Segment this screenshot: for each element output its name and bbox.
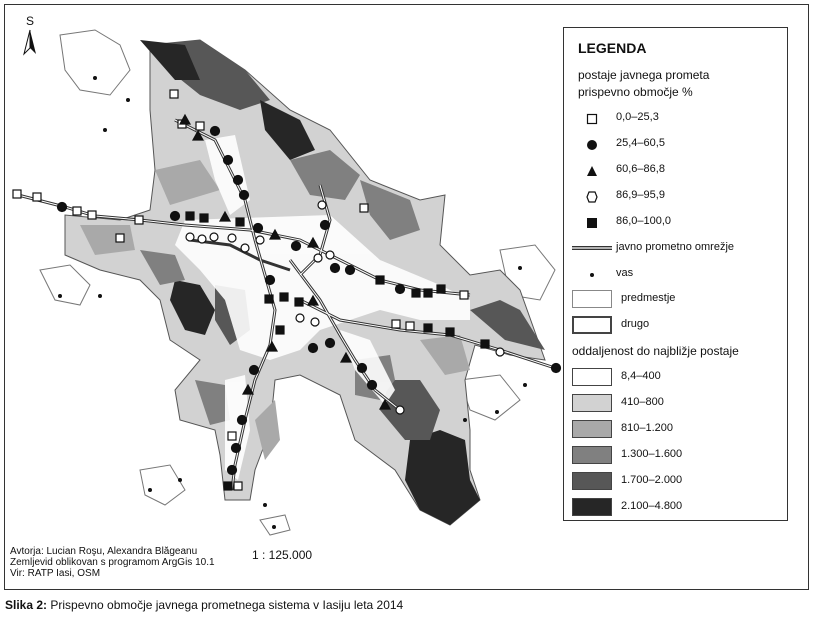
legend-item-filled-triangle	[564, 160, 788, 182]
distance-label: 2.100–4.800	[621, 500, 683, 512]
legend-item-open-hexagon	[564, 186, 788, 208]
credits-source: Vir: RATP Iasi, OSM	[10, 568, 101, 579]
legend-item-village	[564, 264, 788, 286]
distance-label: 810–1.200	[621, 422, 673, 434]
legend	[563, 27, 788, 521]
station-open-square	[33, 193, 41, 201]
station-circle	[309, 344, 318, 353]
station-open-square	[116, 234, 124, 242]
station-hexagon	[311, 318, 319, 326]
station-hexagon	[326, 251, 334, 259]
station-hexagon	[210, 233, 218, 241]
station-hexagon	[296, 314, 304, 322]
distance-label: 1.700–2.000	[621, 474, 683, 486]
station-hexagon	[198, 235, 206, 243]
station-open-square	[73, 207, 81, 215]
filled-square-icon	[586, 217, 598, 229]
open-hexagon-icon	[586, 191, 598, 203]
station-open-square	[392, 320, 400, 328]
north-label: S	[25, 14, 34, 28]
station-circle	[396, 285, 405, 294]
open-square-icon	[586, 113, 598, 125]
station-circle	[228, 466, 237, 475]
north-arrow-icon	[20, 28, 40, 56]
station-filled-square	[224, 482, 232, 490]
legend-item-filled-square	[564, 212, 788, 234]
caption-text: Prispevno območje javnega prometnega sistema v Iasiju leta 2014	[47, 598, 404, 612]
network-line-icon	[572, 242, 612, 254]
station-open-square	[228, 432, 236, 440]
legend-label: 25,4–60,5	[616, 137, 665, 149]
station-circle	[292, 242, 301, 251]
station-filled-square	[437, 285, 445, 293]
distance-label: 410–800	[621, 396, 664, 408]
village-dot-icon	[586, 269, 598, 281]
station-hexagon	[396, 406, 404, 414]
station-filled-square	[446, 328, 454, 336]
map-scale: 1 : 125.000	[252, 548, 313, 562]
other-swatch	[572, 316, 612, 334]
station-circle	[232, 444, 241, 453]
station-filled-square	[376, 276, 384, 284]
north-arrow	[20, 14, 40, 61]
legend-label: 86,0–100,0	[616, 215, 672, 227]
station-open-square	[170, 90, 178, 98]
station-open-square	[135, 216, 143, 224]
station-circle	[368, 381, 377, 390]
station-filled-square	[236, 218, 244, 226]
legend-item-filled-circle	[564, 134, 788, 156]
legend-label: 60,6–86,8	[616, 163, 665, 175]
station-open-square	[360, 204, 368, 212]
suburb-label: predmestje	[621, 292, 676, 304]
station-filled-square	[200, 214, 208, 222]
station-filled-square	[424, 324, 432, 332]
station-filled-square	[424, 289, 432, 297]
station-hexagon	[256, 236, 264, 244]
filled-circle-icon	[586, 139, 598, 151]
legend-label: vas	[616, 267, 634, 279]
legend-label: 86,9–95,9	[616, 189, 665, 201]
station-circle	[171, 212, 180, 221]
filled-triangle-icon	[586, 165, 598, 177]
station-hexagon	[241, 244, 249, 252]
station-hexagon	[314, 254, 322, 262]
station-open-square	[88, 211, 96, 219]
distance-swatch	[572, 472, 612, 490]
credits-authors: Avtorja: Lucian Roşu, Alexandra Blăgeanu	[10, 546, 198, 557]
station-open-square	[460, 291, 468, 299]
distance-swatch	[572, 498, 612, 516]
station-circle	[238, 416, 247, 425]
station-circle	[326, 339, 335, 348]
station-filled-square	[276, 326, 284, 334]
station-open-square	[196, 122, 204, 130]
station-circle	[266, 276, 275, 285]
legend-stations-heading: postaje javnega prometa	[578, 68, 710, 82]
station-circle	[58, 203, 67, 212]
station-circle	[250, 366, 259, 375]
distance-swatch	[572, 368, 612, 386]
legend-item-network	[564, 238, 788, 260]
suburb-swatch	[572, 290, 612, 308]
credits-software: Zemljevid oblikovan s programom ArgGis 10.1	[10, 557, 215, 568]
station-hexagon	[228, 234, 236, 242]
station-hexagon	[186, 233, 194, 241]
distance-swatch	[572, 446, 612, 464]
station-circle	[346, 266, 355, 275]
caption-label: Slika 2:	[5, 598, 48, 612]
station-circle	[224, 156, 233, 165]
station-circle	[331, 264, 340, 273]
station-filled-square	[295, 298, 303, 306]
station-circle	[321, 221, 330, 230]
station-filled-square	[481, 340, 489, 348]
station-circle	[358, 364, 367, 373]
station-hexagon	[496, 348, 504, 356]
distance-swatch	[572, 420, 612, 438]
figure-caption	[5, 598, 403, 612]
station-filled-square	[186, 212, 194, 220]
station-circle	[240, 191, 249, 200]
legend-label: 0,0–25,3	[616, 111, 659, 123]
station-circle	[211, 127, 220, 136]
station-open-square	[234, 482, 242, 490]
distance-swatch	[572, 394, 612, 412]
station-filled-square	[412, 289, 420, 297]
legend-label: javno prometno omrežje	[616, 241, 735, 253]
distance-label: 8,4–400	[621, 370, 661, 382]
station-hexagon	[318, 201, 326, 209]
station-circle	[234, 176, 243, 185]
legend-item-open-square	[564, 108, 788, 130]
station-filled-square	[280, 293, 288, 301]
legend-stations-subheading: prispevno območje %	[578, 85, 693, 99]
station-open-square	[13, 190, 21, 198]
station-open-square	[406, 322, 414, 330]
station-circle	[254, 224, 263, 233]
station-filled-square	[265, 295, 273, 303]
distance-label: 1.300–1.600	[621, 448, 683, 460]
station-circle	[552, 364, 561, 373]
distance-heading: oddaljenost do najbližje postaje	[572, 344, 739, 358]
other-label: drugo	[621, 318, 650, 330]
map-credits	[10, 546, 215, 579]
legend-title: LEGENDA	[578, 40, 647, 56]
